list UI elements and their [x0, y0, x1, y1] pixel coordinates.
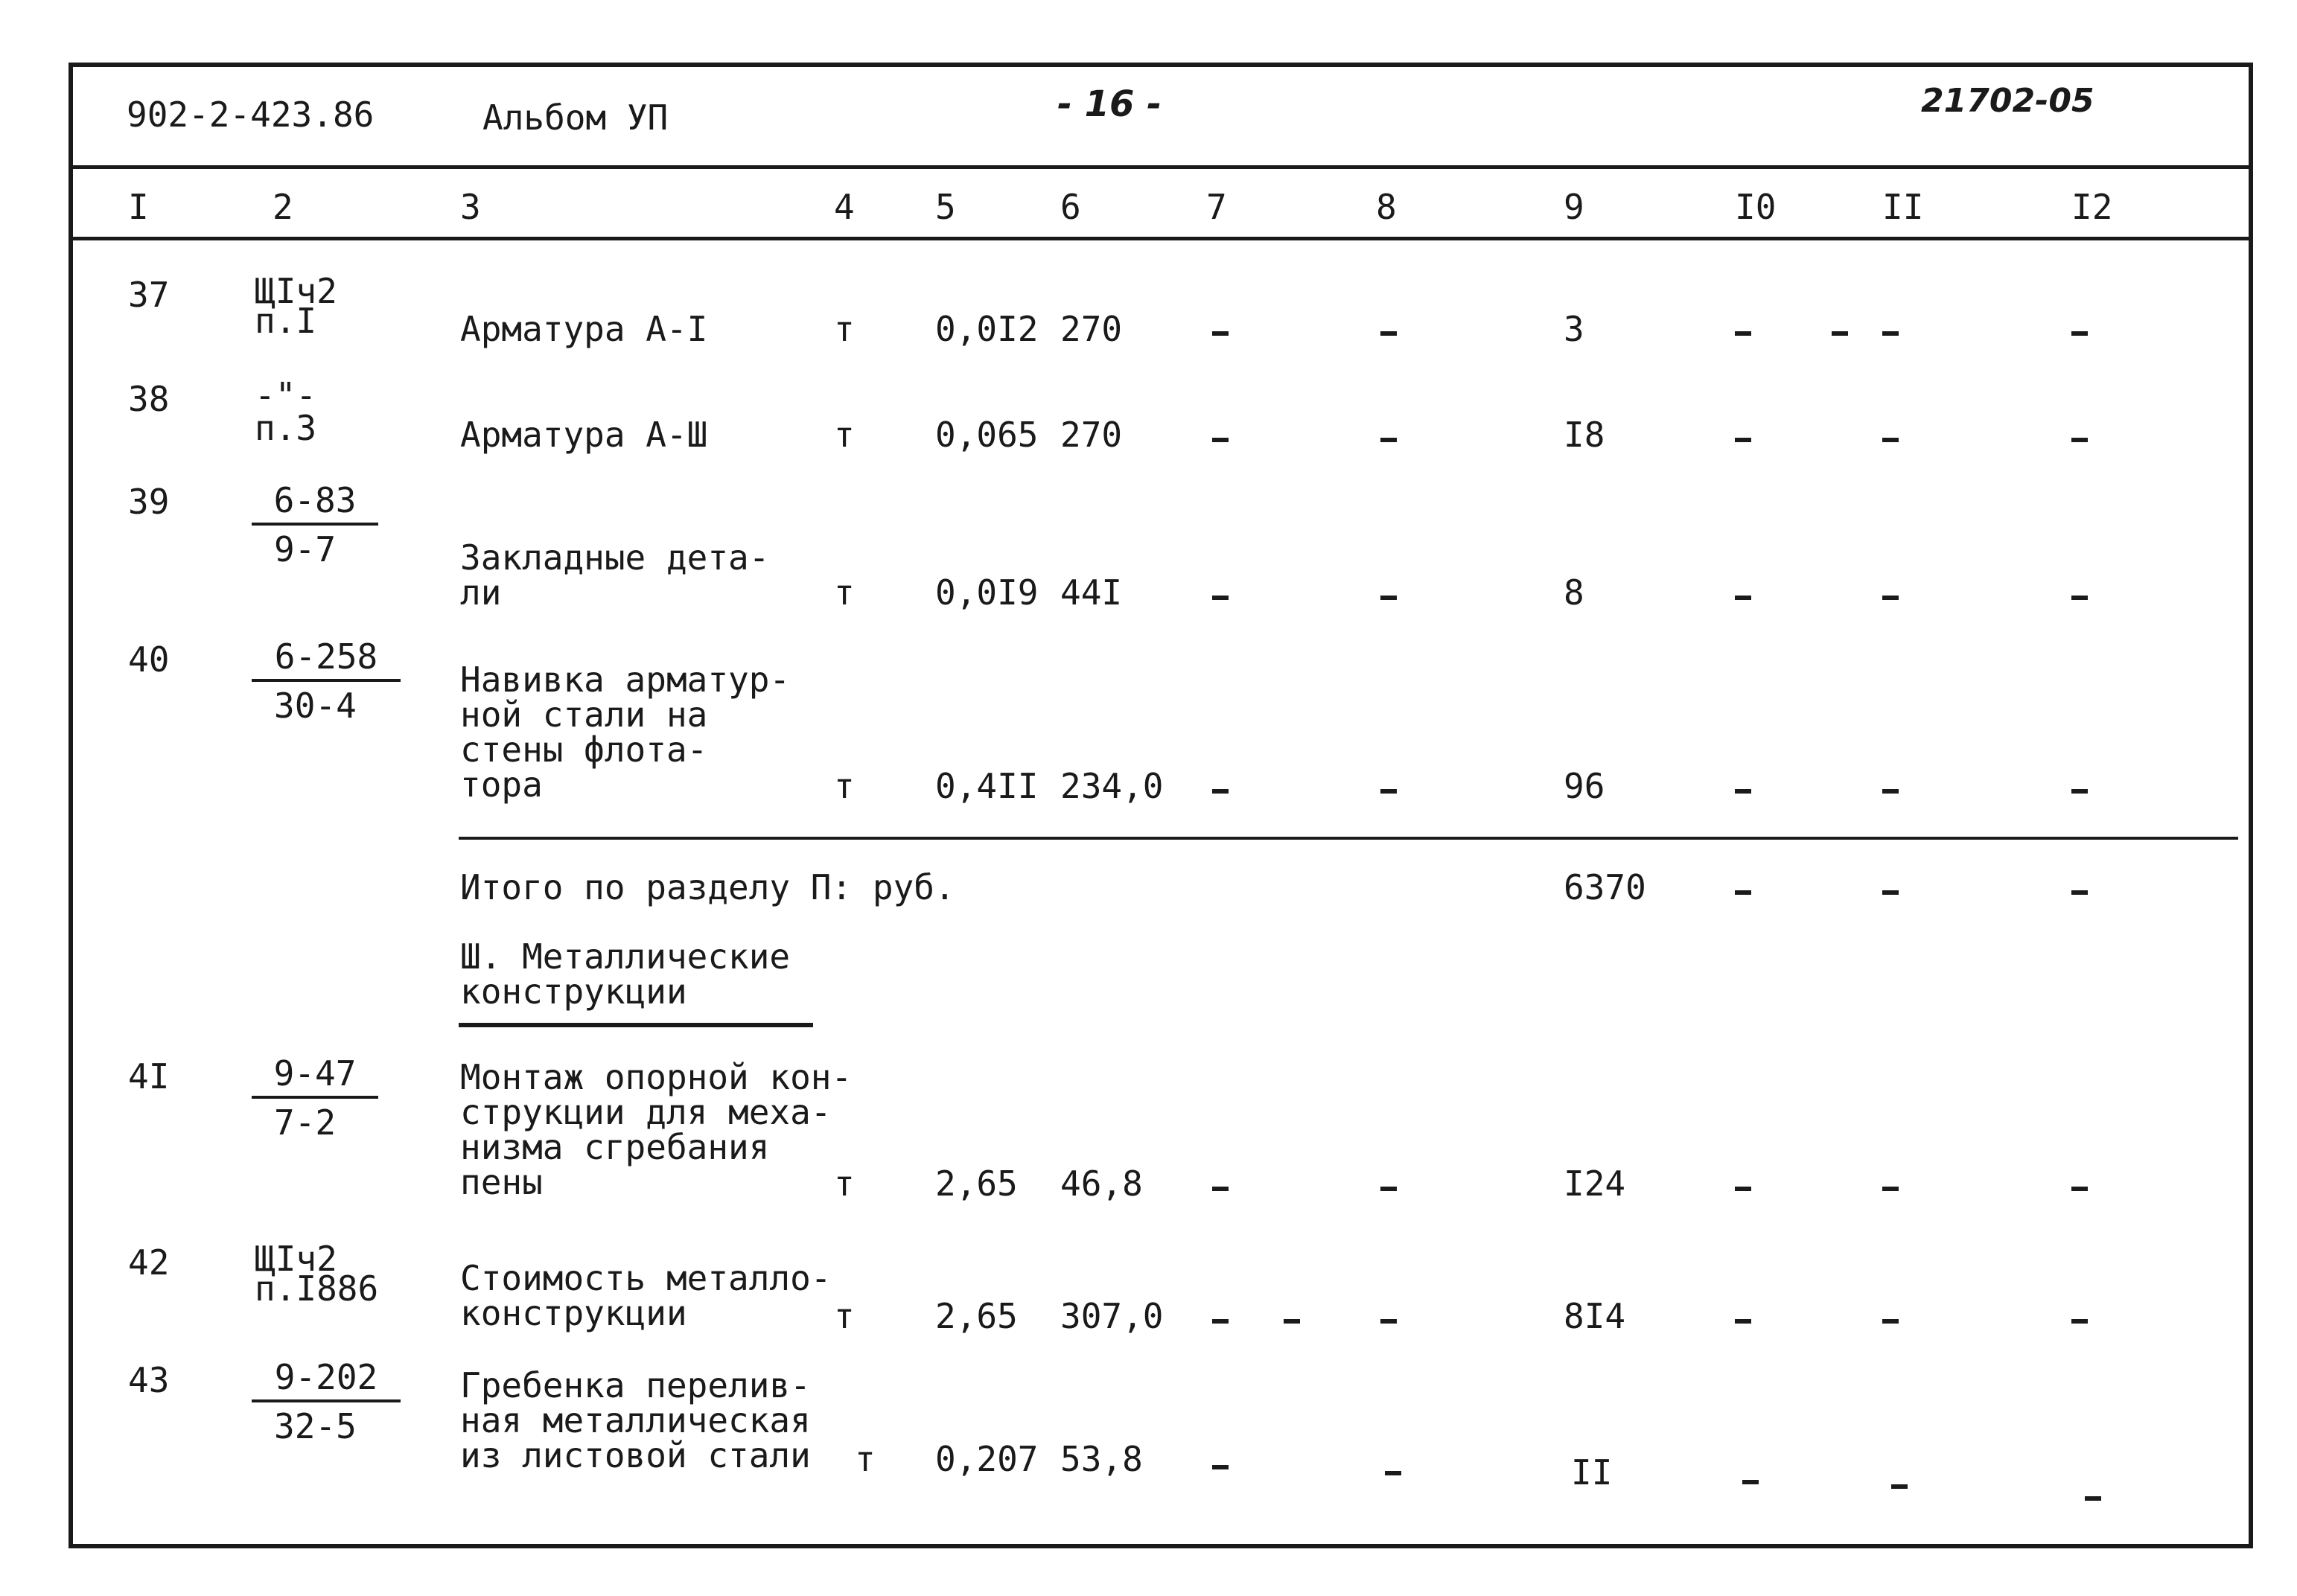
ref-code: ЩIч2 [255, 271, 337, 311]
row-number: 38 [128, 379, 170, 419]
header-rule [71, 165, 2252, 169]
empty-cell-dash [1380, 789, 1397, 794]
item-name: Монтаж опорной кон- струкции для меха- низма сгребания пены [460, 1057, 853, 1202]
ref-item: п.I [255, 301, 317, 341]
col-8-header: 8 [1376, 187, 1397, 227]
empty-cell-dash [1212, 1187, 1229, 1191]
unit: т [834, 415, 855, 455]
empty-cell-dash [1212, 596, 1229, 600]
empty-cell-dash [1212, 331, 1229, 336]
unit-price: 234,0 [1060, 766, 1164, 806]
album-label: Альбом УП [482, 98, 669, 138]
empty-cell-dash [1882, 1319, 1899, 1324]
empty-cell-dash [2071, 789, 2088, 794]
empty-cell-dash [1385, 1471, 1401, 1475]
item-name: Навивка арматур- ной стали на стены флота- тора [460, 660, 791, 805]
empty-cell-dash [1735, 596, 1751, 600]
empty-cell-dash [1212, 1465, 1229, 1469]
empty-cell-dash [1380, 1319, 1397, 1324]
item-name: Гребенка перелив- ная металлическая из листовой стали [460, 1365, 811, 1475]
quantity: 2,65 [935, 1296, 1018, 1336]
row-number: 42 [128, 1242, 170, 1283]
ref-denominator: 30-4 [274, 686, 357, 726]
quantity: 0,0I2 [935, 309, 1039, 349]
empty-cell-dash [2071, 1187, 2088, 1191]
quantity: 0,0I9 [935, 572, 1039, 613]
row-number: 37 [128, 275, 170, 315]
ref-fraction [252, 482, 378, 567]
empty-cell-dash [1882, 438, 1899, 442]
col-5-header: 5 [935, 187, 956, 227]
ref-numerator: 9-202 [252, 1359, 401, 1402]
total-cost: 3 [1564, 309, 1584, 349]
unit-price: 53,8 [1060, 1439, 1143, 1479]
empty-cell-dash [1735, 890, 1751, 895]
ref-item: п.I886 [255, 1268, 379, 1309]
unit-price: 270 [1060, 309, 1123, 349]
unit-price: 46,8 [1060, 1164, 1143, 1204]
col-7-header: 7 [1206, 187, 1227, 227]
row-number: 43 [128, 1360, 170, 1400]
col-11-header: II [1882, 187, 1924, 227]
item-name: Арматура А-I [460, 309, 708, 349]
unit: т [834, 309, 855, 349]
subtotal-value: 6370 [1564, 867, 1646, 907]
subtotal-label: Итого по разделу П: руб. [460, 867, 955, 907]
empty-cell-dash [2071, 438, 2088, 442]
section-heading-underline [459, 1023, 813, 1027]
empty-cell-dash [1380, 596, 1397, 600]
col-4-header: 4 [834, 187, 855, 227]
unit: т [855, 1439, 876, 1479]
item-name: Закладные дета- ли [460, 537, 770, 613]
col-10-header: I0 [1735, 187, 1777, 227]
row-number: 4I [128, 1056, 170, 1097]
col-1-header: I [128, 187, 149, 227]
unit: т [834, 1296, 855, 1336]
total-cost: 96 [1564, 766, 1605, 806]
empty-cell-dash [2071, 890, 2088, 895]
empty-cell-dash [1832, 331, 1848, 336]
total-cost: 8I4 [1564, 1296, 1626, 1336]
total-cost: 8 [1564, 572, 1584, 613]
ref-code: -"- [255, 375, 317, 415]
quantity: 0,065 [935, 415, 1039, 455]
empty-cell-dash [1212, 1319, 1229, 1324]
empty-cell-dash [1735, 789, 1751, 794]
empty-cell-dash [1735, 331, 1751, 336]
unit: т [834, 1164, 855, 1204]
empty-cell-dash [1212, 789, 1229, 794]
empty-cell-dash [1735, 1187, 1751, 1191]
empty-cell-dash [1380, 1187, 1397, 1191]
row-number: 40 [128, 639, 170, 680]
empty-cell-dash [1380, 438, 1397, 442]
ref-fraction [252, 636, 401, 726]
total-cost: II [1571, 1452, 1613, 1493]
ref-fraction [252, 1053, 378, 1143]
empty-cell-dash [1891, 1484, 1908, 1489]
col-9-header: 9 [1564, 187, 1584, 227]
empty-cell-dash [1742, 1480, 1759, 1484]
page-number: - 16 - [1057, 83, 1162, 125]
quantity: 0,207 [935, 1439, 1039, 1479]
section-heading: Ш. Металлические конструкции [460, 936, 791, 1012]
quantity: 2,65 [935, 1164, 1018, 1204]
quantity: 0,4II [935, 766, 1039, 806]
ref-item: п.3 [255, 408, 317, 448]
empty-cell-dash [1882, 890, 1899, 895]
sheet-code: 21702-05 [1921, 82, 2094, 120]
col-2-header: 2 [273, 187, 293, 227]
unit-price: 44I [1060, 572, 1123, 613]
unit-price: 270 [1060, 415, 1123, 455]
empty-cell-dash [1882, 1187, 1899, 1191]
total-cost: I24 [1564, 1164, 1626, 1204]
empty-cell-dash [2071, 596, 2088, 600]
ref-numerator: 6-83 [252, 482, 378, 526]
empty-cell-dash [1212, 438, 1229, 442]
empty-cell-dash [1882, 789, 1899, 794]
empty-cell-dash [1882, 331, 1899, 336]
empty-cell-dash [2071, 331, 2088, 336]
ref-denominator: 32-5 [274, 1406, 357, 1446]
col-3-header: 3 [460, 187, 481, 227]
empty-cell-dash [1380, 331, 1397, 336]
empty-cell-dash [1735, 1319, 1751, 1324]
total-cost: I8 [1564, 415, 1605, 455]
ref-numerator: 9-47 [252, 1056, 378, 1099]
empty-cell-dash [2071, 1319, 2088, 1324]
item-name: Стоимость металло- конструкции [460, 1258, 832, 1333]
empty-cell-dash [2085, 1496, 2101, 1501]
col-12-header: I2 [2071, 187, 2113, 227]
unit-price: 307,0 [1060, 1296, 1164, 1336]
column-header-rule [71, 237, 2252, 240]
doc-code: 902-2-423.86 [127, 95, 375, 135]
empty-cell-dash [1284, 1319, 1300, 1324]
ref-denominator: 9-7 [274, 529, 337, 569]
subtotal-rule [459, 837, 2238, 840]
empty-cell-dash [1735, 438, 1751, 442]
ref-code: ЩIч2 [255, 1239, 337, 1279]
col-6-header: 6 [1060, 187, 1081, 227]
unit: т [834, 766, 855, 806]
ref-denominator: 7-2 [274, 1102, 337, 1143]
item-name: Арматура А-Ш [460, 415, 708, 455]
row-number: 39 [128, 482, 170, 522]
ref-fraction [252, 1359, 401, 1444]
empty-cell-dash [1882, 596, 1899, 600]
ref-numerator: 6-258 [252, 639, 401, 682]
unit: т [834, 572, 855, 613]
